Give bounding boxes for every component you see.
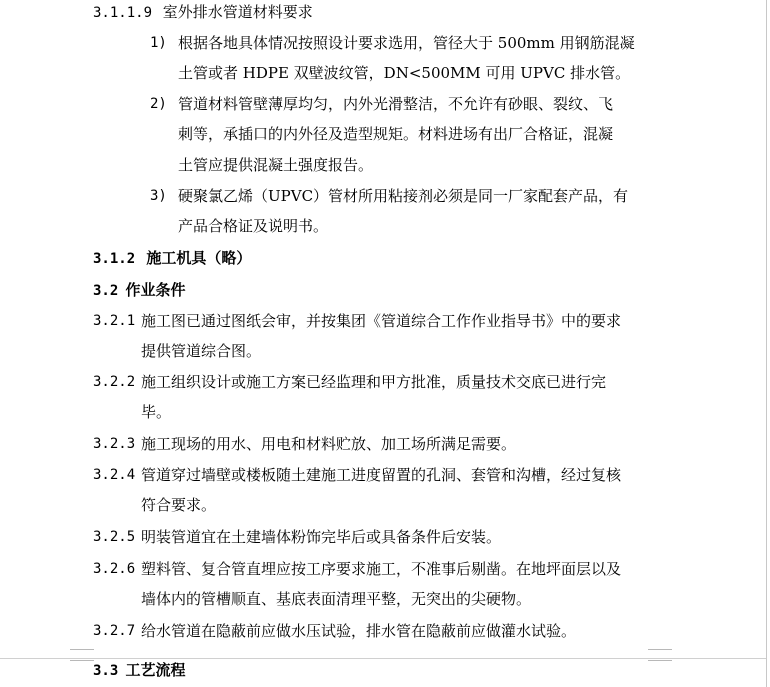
list-item-line: 根据各地具体情况按照设计要求选用，管径大于 500mm 用钢筋混凝 [178,34,635,52]
clause-line: 符合要求。 [141,496,217,514]
clause-line: 明装管道宜在土建墙体粉饰完毕后或具备条件后安装。 [141,528,502,546]
clause-number: 3.2.2 [93,374,136,390]
clause-number: 3.2.4 [93,467,136,483]
clause-number: 3.2.6 [93,561,136,577]
clause-number: 3.2.3 [93,436,136,452]
section-title: 作业条件 [125,281,186,299]
section-heading-3-2 [93,280,186,301]
clause-line: 提供管道综合图。 [141,342,262,360]
section-title: 室外排水管道材料要求 [162,3,313,21]
section-title: 施工机具（略） [146,249,252,267]
list-item-line: 土管应提供混凝土强度报告。 [178,156,374,174]
list-item-line: 产品合格证及说明书。 [178,217,329,235]
section-number: 3.1.2 [93,251,136,267]
section-title: 工艺流程 [125,661,186,679]
clause-number: 3.2.5 [93,529,136,545]
section-heading-3-3 [93,660,186,681]
list-item-number: 2) [150,96,167,112]
page-border [766,0,767,687]
clause-number: 3.2.1 [93,313,136,329]
margin-marker-left [70,649,94,661]
clause-line: 给水管道在隐蔽前应做水压试验，排水管在隐蔽前应做灌水试验。 [141,622,577,640]
list-item-line: 管道材料管壁薄厚均匀，内外光滑整洁，不允许有砂眼、裂纹、飞 [178,95,614,113]
margin-marker-right [648,649,672,661]
section-number: 3.1.1.9 [93,5,153,21]
clause-line: 墙体内的管槽顺直、基底表面清理平整，无突出的尖硬物。 [141,590,532,608]
list-item-number: 3) [150,188,167,204]
clause-number: 3.2.7 [93,623,136,639]
clause-line: 施工组织设计或施工方案已经监理和甲方批准，质量技术交底已进行完 [141,373,607,391]
clause-line: 毕。 [141,403,172,421]
clause-line: 塑料管、复合管直埋应按工序要求施工，不准事后剔凿。在地坪面层以及 [141,560,622,578]
list-item-line: 硬聚氯乙烯（UPVC）管材所用粘接剂必须是同一厂家配套产品，有 [178,187,629,205]
list-item-number: 1) [150,35,167,51]
section-number: 3.3 [93,663,119,679]
section-number: 3.2 [93,283,119,299]
clause-line: 施工图已通过图纸会审，并按集团《管道综合工作作业指导书》中的要求 [141,312,622,330]
list-item-line: 刺等，承插口的内外径及造型规矩。材料进场有出厂合格证，混凝 [178,125,614,143]
clause-line: 管道穿过墙壁或楼板随土建施工进度留置的孔洞、套管和沟槽，经过复核 [141,466,622,484]
section-heading-3-1-1-9 [93,2,313,23]
section-heading-3-1-2 [93,248,251,269]
list-item-line: 土管或者 HDPE 双壁波纹管，DN<500MM 可用 UPVC 排水管。 [178,64,631,82]
clause-line: 施工现场的用水、用电和材料贮放、加工场所满足需要。 [141,435,517,453]
